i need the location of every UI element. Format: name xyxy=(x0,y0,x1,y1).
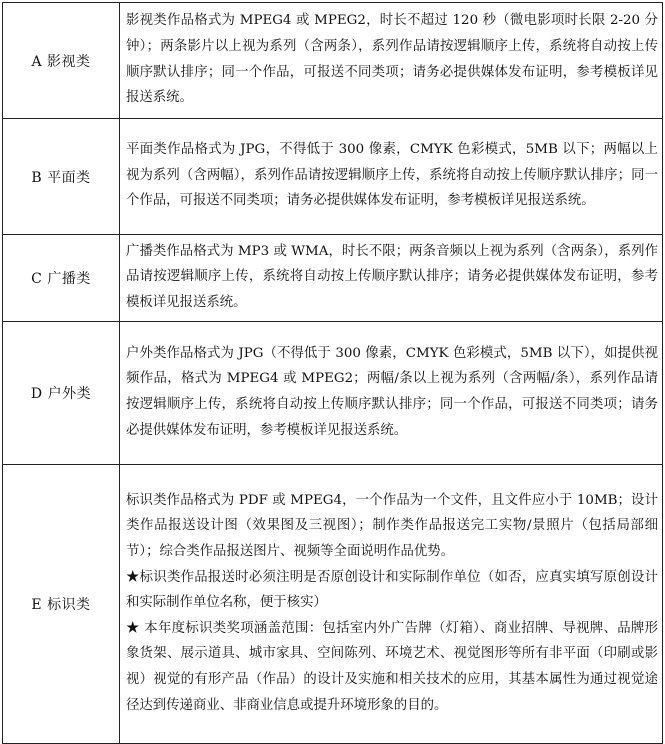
description-paragraph: 影视类作品格式为 MPEG4 或 MPEG2，时长不超过 120 秒（微电影项时长限 2-20 分钟）；两条影片以上视为系列（含两条），系列作品请按逻辑顺序上传，系统将自动按上传顺序默认排序；同一个作品，可报送不同类项；请务必提供媒体发布证明，参考模板详见报送系统。 xyxy=(126,13,658,106)
description-paragraph: 平面类作品格式为 JPG，不得低于 300 像素，CMYK 色彩模式，5MB 以下；两幅以上视为系列（含两幅），系列作品请按逻辑顺序上传，系统将自动按上传顺序默认排序；同一个作品，可报送不同类项；请务必提供媒体发布证明，参考模板详见报送系统。 xyxy=(126,142,658,209)
description-paragraph: 广播类作品格式为 MP3 或 WMA，时长不限；两条音频以上视为系列（含两条），系列作品请按逻辑顺序上传，系统将自动按上传顺序默认排序；请务必提供媒体发布证明，参考模板详见报送系统。 xyxy=(126,243,658,310)
category-description xyxy=(120,119,663,235)
table-row xyxy=(3,322,663,465)
description-paragraph: 标识类作品格式为 PDF 或 MPEG4，一个作品为一个文件，且文件应小于 10MB；设计类作品报送设计图（效果图及三视图）；制作类作品报送完工实物/景照片（包括局部细节）；综合类作品报送图片、视频等全面说明作品优势。 xyxy=(126,492,658,560)
category-label: B 平面类 xyxy=(3,119,120,235)
category-label: C 广播类 xyxy=(3,235,120,322)
table-row xyxy=(3,3,663,119)
description-paragraph: ★ 本年度标识类奖项涵盖范围：包括室内外广告牌（灯箱）、商业招牌、导视牌、品牌形象货架、展示道具、城市家具、空间陈列、环境艺术、视觉图形等所有非平面（印刷或影视）视觉的有形产品（作品）的设计及实施和相关技术的应用，其基本属性为通过视觉途径达到传递商业、非商业信息或提升环境形象的目的。 xyxy=(126,620,658,713)
category-description xyxy=(120,322,663,465)
category-label: D 户外类 xyxy=(3,322,120,465)
description-paragraph: ★标识类作品报送时必须注明是否原创设计和实际制作单位（如否，应真实填写原创设计和实际制作单位名称，便于核实） xyxy=(126,569,658,611)
category-description xyxy=(120,235,663,322)
table-row xyxy=(3,119,663,235)
category-label: A 影视类 xyxy=(3,3,120,119)
requirements-table xyxy=(2,2,663,744)
description-paragraph: 户外类作品格式为 JPG（不得低于 300 像素，CMYK 色彩模式，5MB 以下），如提供视频作品，格式为 MPEG4 或 MPEG2；两幅/条以上视为系列（含两幅/条），系列作品请按逻辑顺序上传，系统将自动按上传顺序默认排序；同一个作品，可报送不同类项；请务必提供媒体发布证明，参考模板详见报送系统。 xyxy=(126,345,658,438)
category-label: E 标识类 xyxy=(3,465,120,744)
category-description xyxy=(120,3,663,119)
table-row xyxy=(3,235,663,322)
category-description xyxy=(120,465,663,744)
table-row xyxy=(3,465,663,744)
